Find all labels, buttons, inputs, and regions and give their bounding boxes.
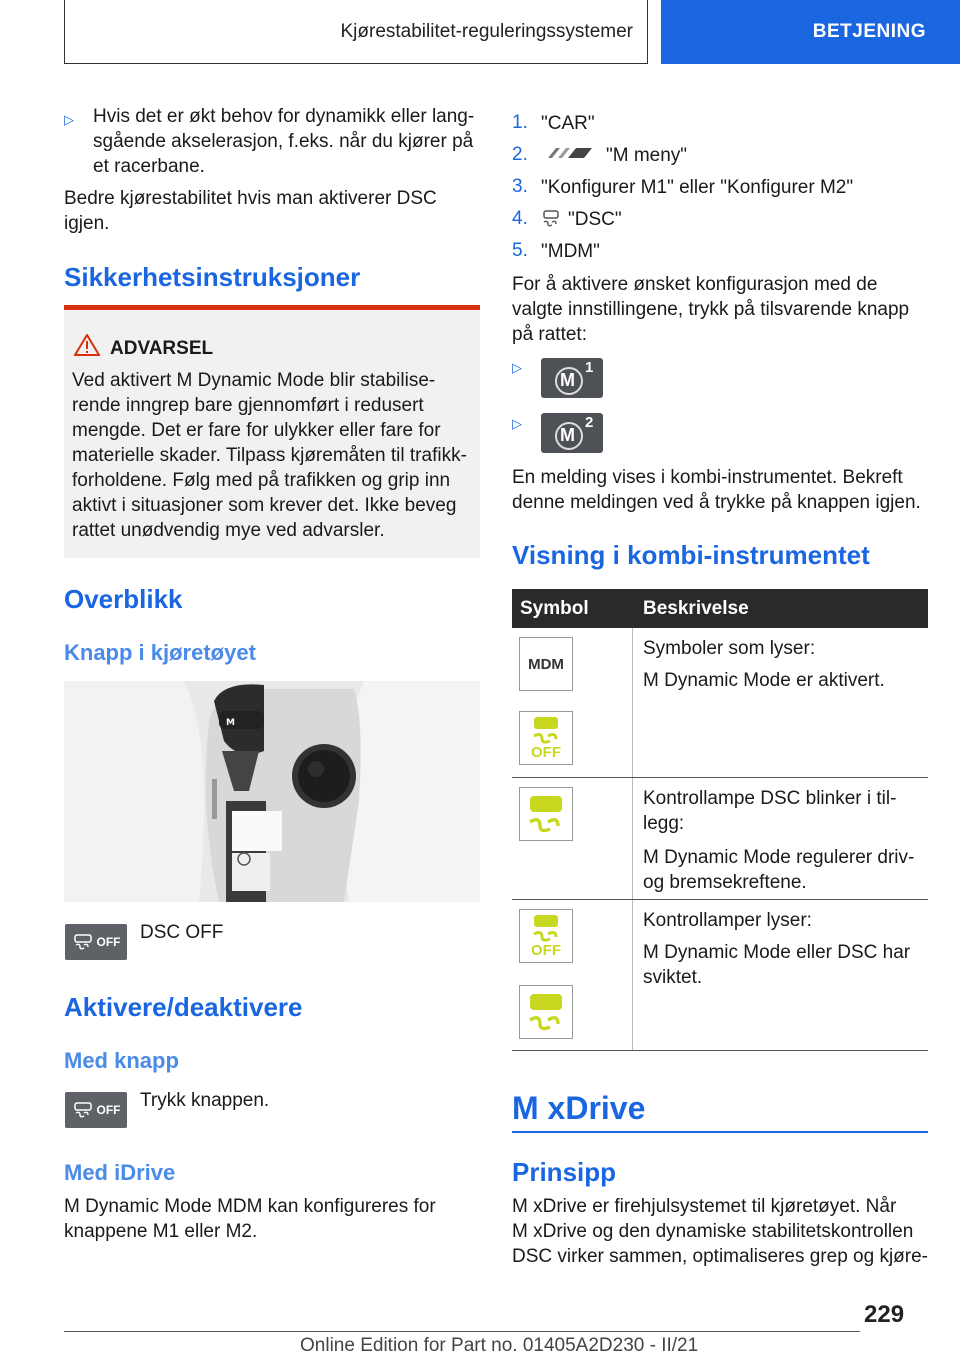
warning-triangle-icon bbox=[74, 334, 100, 356]
warning-line-1: Ved aktivert M Dynamic Mode blir stabilise- bbox=[72, 370, 436, 391]
button-heading: Knapp i kjøretøyet bbox=[64, 640, 256, 665]
bullet-triangle-icon: ▷ bbox=[512, 360, 522, 375]
step-3-text: "Konfigurer M1" eller "Konfigurer M2" bbox=[541, 177, 854, 198]
m-menu-icon bbox=[546, 146, 594, 160]
warning-line-2: rende inngrep bare gjennomført i redusert bbox=[72, 395, 424, 416]
warning-line-3: mengde. Det er fare for ulykker eller fare for bbox=[72, 420, 441, 441]
m1-letter: M bbox=[560, 370, 575, 390]
row2-line-3: M Dynamic Mode regulerer driv- bbox=[643, 847, 915, 868]
idrive-line-2: knappene M1 eller M2. bbox=[64, 1221, 258, 1242]
warning-box bbox=[64, 305, 480, 558]
message-line-2: denne meldingen ved å trykke på knappen igjen. bbox=[512, 492, 921, 513]
dsc-off-lamp-text: OFF bbox=[531, 744, 561, 761]
with-idrive-heading: Med iDrive bbox=[64, 1160, 176, 1185]
header-section-title bbox=[64, 0, 648, 64]
display-heading: Visning i kombi-instrumentet bbox=[512, 540, 870, 570]
bullet-line-2: sgående akselerasjon, f.eks. når du kjører på bbox=[93, 131, 474, 152]
svg-text:M: M bbox=[226, 718, 235, 728]
principle-line-1: M xDrive er firehjulsystemet til kjøretøyet. Når bbox=[512, 1196, 897, 1217]
warning-line-5: forholdene. Følg med på trafikken og grip inn bbox=[72, 470, 451, 491]
header-chapter-text: BETJENING bbox=[812, 21, 926, 42]
table-col-description: Beskrivelse bbox=[643, 598, 749, 619]
m2-button-icon bbox=[541, 413, 603, 453]
m2-sup: 2 bbox=[585, 414, 594, 431]
m2-letter: M bbox=[560, 425, 575, 445]
dsc-off-lamp-icon-2 bbox=[519, 909, 573, 963]
idrive-line-1: M Dynamic Mode MDM kan konfigureres for bbox=[64, 1196, 436, 1217]
row2-line-2: legg: bbox=[643, 813, 685, 834]
mdm-symbol-icon bbox=[519, 637, 573, 691]
step-5-number: 5. bbox=[512, 240, 528, 261]
step-3-number: 3. bbox=[512, 176, 528, 197]
para-line-1: Bedre kjørestabilitet hvis man aktiverer DSC bbox=[64, 188, 437, 209]
dsc-off-lamp-text-2: OFF bbox=[531, 942, 561, 959]
m1-button-icon bbox=[541, 358, 603, 398]
step-2-number: 2. bbox=[512, 144, 528, 165]
row2-line-4: og bremsekreftene. bbox=[643, 872, 807, 893]
step-1-text: "CAR" bbox=[541, 113, 595, 134]
page-number: 229 bbox=[864, 1301, 905, 1328]
config-line-1: For å aktivere ønsket konfigurasjon med de bbox=[512, 274, 878, 295]
dsc-lamp-icon-2 bbox=[519, 985, 573, 1039]
header-section-text: Kjørestabilitet-reguleringssystemer bbox=[340, 20, 633, 42]
bullet-triangle-icon: ▷ bbox=[512, 416, 522, 431]
message-line-1: En melding vises i kombi-instrumentet. Bekreft bbox=[512, 467, 903, 488]
row3-line-3: sviktet. bbox=[643, 967, 703, 988]
step-4-text: "DSC" bbox=[568, 209, 622, 230]
activate-heading: Aktivere/deaktivere bbox=[64, 992, 303, 1022]
center-console-image bbox=[64, 681, 480, 902]
dsc-off-lamp-icon bbox=[519, 711, 573, 765]
dsc-off-button-icon-label: OFF bbox=[96, 1103, 121, 1117]
dsc-lamp-icon bbox=[519, 787, 573, 841]
warning-title: ADVARSEL bbox=[110, 338, 214, 359]
config-line-3: på rattet: bbox=[512, 324, 587, 345]
row-divider bbox=[512, 777, 928, 778]
dsc-off-icon-label: OFF bbox=[96, 935, 121, 949]
bullet-triangle-icon: ▷ bbox=[64, 112, 74, 127]
row1-line-1: Symboler som lyser: bbox=[643, 638, 816, 659]
row-divider bbox=[512, 899, 928, 900]
table-header bbox=[512, 589, 928, 628]
footer-edition: Online Edition for Part no. 01405A2D230 - II/21 bbox=[300, 1335, 699, 1356]
row-divider bbox=[512, 1050, 928, 1051]
dsc-off-button-icon bbox=[65, 1092, 127, 1128]
dsc-off-label: DSC OFF bbox=[140, 922, 224, 943]
footer-divider bbox=[64, 1331, 860, 1332]
table-col-symbol: Symbol bbox=[520, 598, 589, 619]
row3-line-2: M Dynamic Mode eller DSC har bbox=[643, 942, 911, 963]
warning-line-4: materielle skader. Tilpass kjøremåten til trafikk- bbox=[72, 445, 467, 466]
dsc-car-icon bbox=[541, 209, 561, 229]
bullet-line-1: Hvis det er økt behov for dynamikk eller lang- bbox=[93, 106, 475, 127]
warning-line-6: aktivt i situasjoner som krever det. Ikke beveg bbox=[72, 495, 457, 516]
mdm-symbol-text: MDM bbox=[528, 655, 564, 673]
with-button-heading: Med knapp bbox=[64, 1048, 179, 1073]
step-2-text: "M meny" bbox=[606, 145, 688, 166]
principle-line-3: DSC virker sammen, optimaliseres grep og kjøre- bbox=[512, 1246, 929, 1267]
overview-heading: Overblikk bbox=[64, 584, 183, 614]
config-line-2: valgte innstillingene, trykk på tilsvarende knapp bbox=[512, 299, 910, 320]
table-column-divider bbox=[632, 628, 633, 1051]
dsc-off-icon bbox=[65, 924, 127, 960]
press-button-text: Trykk knappen. bbox=[140, 1090, 270, 1111]
row2-line-1: Kontrollampe DSC blinker i til- bbox=[643, 788, 897, 809]
header-chapter-tab[interactable] bbox=[661, 0, 960, 64]
step-4-number: 4. bbox=[512, 208, 528, 229]
row3-line-1: Kontrollamper lyser: bbox=[643, 910, 812, 931]
bullet-line-3: et racerbane. bbox=[93, 156, 205, 177]
warning-line-7: rattet unødvendig mye ved advarsler. bbox=[72, 520, 385, 541]
para-line-2: igjen. bbox=[64, 213, 110, 234]
row1-line-2: M Dynamic Mode er aktivert. bbox=[643, 670, 885, 691]
m1-sup: 1 bbox=[585, 359, 594, 376]
step-1-number: 1. bbox=[512, 112, 528, 133]
principle-line-2: M xDrive og den dynamiske stabilitetskontrollen bbox=[512, 1221, 914, 1242]
principle-heading: Prinsipp bbox=[512, 1157, 617, 1187]
step-5-text: "MDM" bbox=[541, 241, 600, 262]
xdrive-heading: M xDrive bbox=[512, 1090, 646, 1126]
safety-heading: Sikkerhetsinstruksjoner bbox=[64, 262, 361, 292]
xdrive-underline bbox=[512, 1131, 928, 1133]
